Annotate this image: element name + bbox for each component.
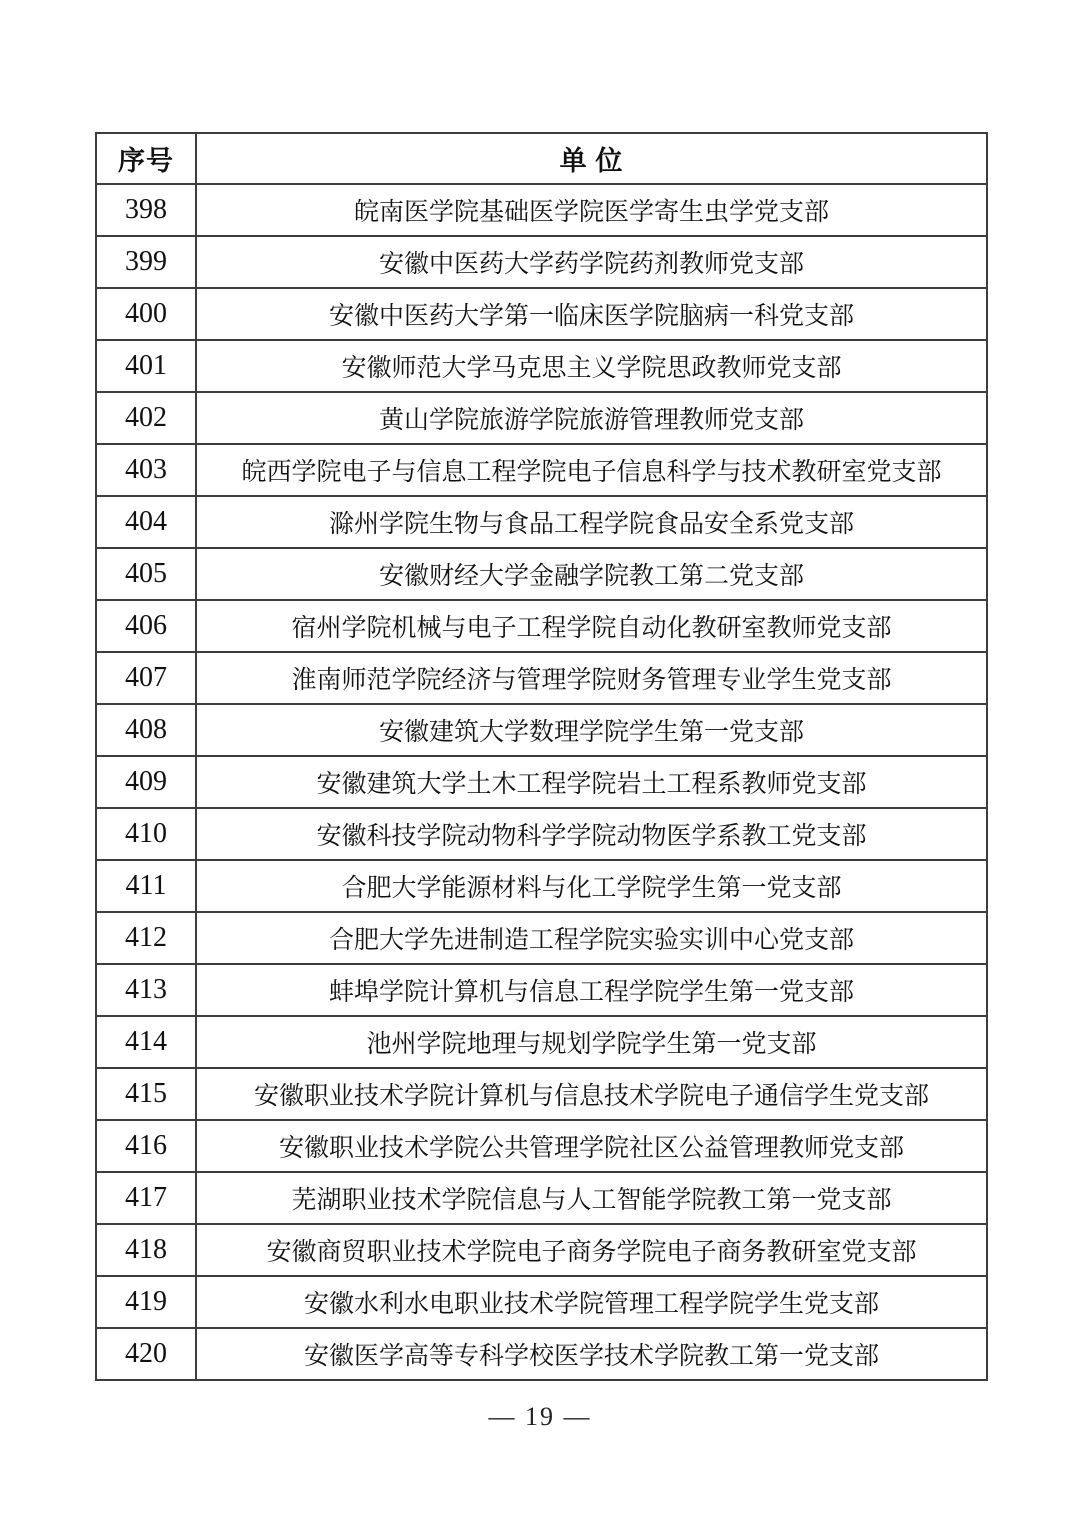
unit-name-cell: 蚌埠学院计算机与信息工程学院学生第一党支部 [196, 964, 987, 1016]
table-row [96, 600, 987, 652]
header-row [96, 133, 987, 184]
unit-name-cell: 宿州学院机械与电子工程学院自动化教研室教师党支部 [196, 600, 987, 652]
serial-number-cell: 411 [96, 860, 196, 912]
serial-number-cell: 399 [96, 236, 196, 288]
table-row [96, 184, 987, 236]
table-row [96, 860, 987, 912]
table-body [96, 184, 987, 1380]
serial-number-cell: 403 [96, 444, 196, 496]
serial-number-cell: 402 [96, 392, 196, 444]
unit-name-cell: 滁州学院生物与食品工程学院食品安全系党支部 [196, 496, 987, 548]
table-row [96, 548, 987, 600]
serial-number-cell: 410 [96, 808, 196, 860]
table-row [96, 704, 987, 756]
unit-name-cell: 安徽建筑大学数理学院学生第一党支部 [196, 704, 987, 756]
serial-number-cell: 409 [96, 756, 196, 808]
table-row [96, 808, 987, 860]
unit-name-cell: 安徽水利水电职业技术学院管理工程学院学生党支部 [196, 1276, 987, 1328]
table-row [96, 756, 987, 808]
table-row [96, 392, 987, 444]
serial-number-cell: 400 [96, 288, 196, 340]
unit-name-cell: 安徽商贸职业技术学院电子商务学院电子商务教研室党支部 [196, 1224, 987, 1276]
serial-number-cell: 408 [96, 704, 196, 756]
unit-name-cell: 安徽中医药大学药学院药剂教师党支部 [196, 236, 987, 288]
unit-name-cell: 安徽职业技术学院公共管理学院社区公益管理教师党支部 [196, 1120, 987, 1172]
table-row [96, 1224, 987, 1276]
serial-number-cell: 407 [96, 652, 196, 704]
table-row [96, 340, 987, 392]
table-row [96, 1068, 987, 1120]
serial-number-cell: 413 [96, 964, 196, 1016]
unit-name-cell: 安徽财经大学金融学院教工第二党支部 [196, 548, 987, 600]
unit-name-cell: 安徽科技学院动物科学学院动物医学系教工党支部 [196, 808, 987, 860]
unit-name-cell: 芜湖职业技术学院信息与人工智能学院教工第一党支部 [196, 1172, 987, 1224]
table-row [96, 444, 987, 496]
serial-number-cell: 414 [96, 1016, 196, 1068]
table-row [96, 964, 987, 1016]
unit-name-cell: 合肥大学先进制造工程学院实验实训中心党支部 [196, 912, 987, 964]
unit-name-cell: 合肥大学能源材料与化工学院学生第一党支部 [196, 860, 987, 912]
unit-name-cell: 安徽师范大学马克思主义学院思政教师党支部 [196, 340, 987, 392]
unit-name-cell: 皖西学院电子与信息工程学院电子信息科学与技术教研室党支部 [196, 444, 987, 496]
serial-number-cell: 420 [96, 1328, 196, 1380]
table-row [96, 1328, 987, 1380]
serial-number-cell: 415 [96, 1068, 196, 1120]
unit-name-cell: 安徽医学高等专科学校医学技术学院教工第一党支部 [196, 1328, 987, 1380]
serial-number-cell: 417 [96, 1172, 196, 1224]
table-row [96, 288, 987, 340]
table-row [96, 1276, 987, 1328]
serial-number-cell: 404 [96, 496, 196, 548]
header-unit: 单 位 [196, 133, 987, 184]
header-serial-number: 序号 [96, 133, 196, 184]
table-row [96, 1172, 987, 1224]
serial-number-cell: 398 [96, 184, 196, 236]
serial-number-cell: 406 [96, 600, 196, 652]
unit-name-cell: 安徽中医药大学第一临床医学院脑病一科党支部 [196, 288, 987, 340]
unit-name-cell: 池州学院地理与规划学院学生第一党支部 [196, 1016, 987, 1068]
table-row [96, 652, 987, 704]
page-number: — 19 — [488, 1402, 592, 1431]
unit-name-cell: 黄山学院旅游学院旅游管理教师党支部 [196, 392, 987, 444]
table-row [96, 1016, 987, 1068]
table-row [96, 496, 987, 548]
serial-number-cell: 412 [96, 912, 196, 964]
unit-name-cell: 皖南医学院基础医学院医学寄生虫学党支部 [196, 184, 987, 236]
table-row [96, 236, 987, 288]
serial-number-cell: 419 [96, 1276, 196, 1328]
serial-number-cell: 418 [96, 1224, 196, 1276]
unit-name-cell: 安徽职业技术学院计算机与信息技术学院电子通信学生党支部 [196, 1068, 987, 1120]
unit-name-cell: 淮南师范学院经济与管理学院财务管理专业学生党支部 [196, 652, 987, 704]
table-row [96, 1120, 987, 1172]
unit-table [95, 132, 988, 1381]
unit-name-cell: 安徽建筑大学土木工程学院岩土工程系教师党支部 [196, 756, 987, 808]
serial-number-cell: 401 [96, 340, 196, 392]
table-row [96, 912, 987, 964]
serial-number-cell: 405 [96, 548, 196, 600]
table-header [96, 133, 987, 184]
serial-number-cell: 416 [96, 1120, 196, 1172]
